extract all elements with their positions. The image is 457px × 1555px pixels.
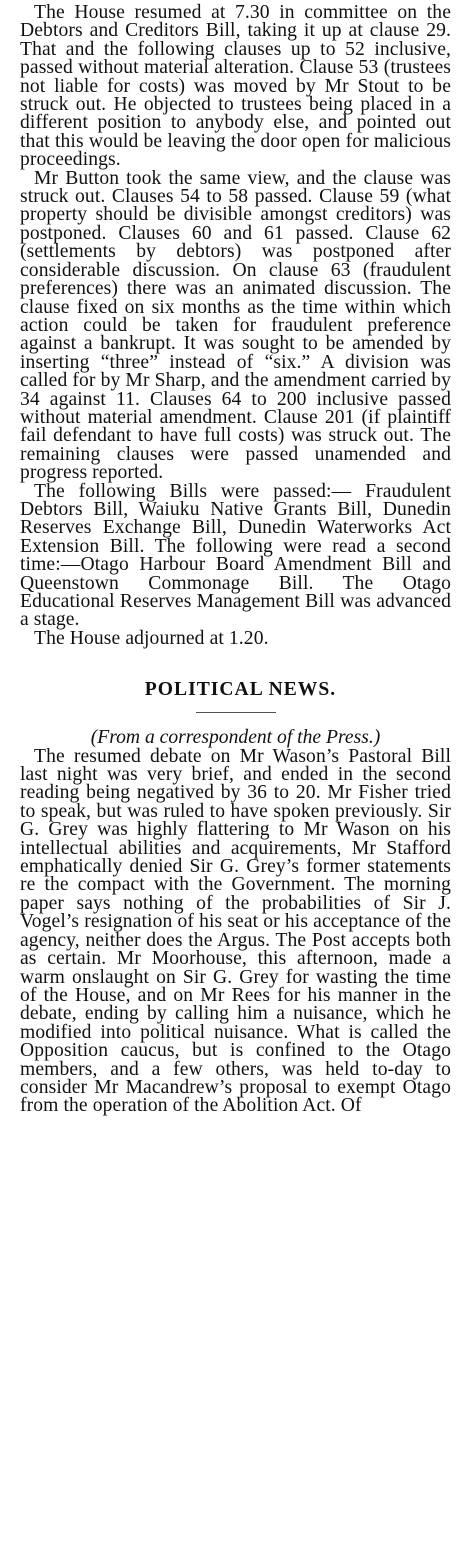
heading-divider <box>196 712 276 713</box>
article-paragraph-1: The House resumed at 7.30 in committee on the Debtors and Creditors Bill, taking it up at clause 29. That and the following clauses up to 52 inclusive, passed without material alteration. Clause 53 (trustees not liable for costs) was moved by Mr Stout to be struck out. He objected to trustees being placed in a different position to anybody else, and pointed out that this would be leaving the door open for malicious proceedings. <box>20 2 451 171</box>
article-paragraph-2: Mr Button took the same view, and the clause was struck out. Clauses 54 to 58 passed. Clause 59 (what property should be divisible amongst creditors) was postponed. Clauses 60 and 61 passed. Clause 62 (settlements by debtors) was postponed after considerable discussion. On clause 63 (fraudulent preferences) there was an animated discussion. The clause fixed on six months as the time within which action could be taken for fraudulent preference against a bankrupt. It was sought to be amended by inserting “three” instead of “six.” A division was called for by Mr Sharp, and the amendment carried by 34 against 11. Clauses 64 to 200 inclusive passed without material amendment. Clause 201 (if plaintiff fail defendant to have full costs) was struck out. The remaining clauses were passed unamended and progress reported. <box>20 167 451 484</box>
political-news-section <box>20 680 451 1116</box>
article-paragraph-3: The following Bills were passed:— Fraudulent Debtors Bill, Waiuku Native Grants Bill, Dunedin Reserves Exchange Bill, Dunedin Waterworks Act Extension Bill. The following were read a second time:—Otago Harbour Board Amendment Bill and Queenstown Commonage Bill. The Otago Educational Reserves Management Bill was advanced a stage. <box>20 480 451 631</box>
article-paragraph-4: The House adjourned at 1.20. <box>34 627 269 649</box>
section-heading: POLITICAL NEWS. <box>144 679 337 701</box>
parliament-report <box>20 0 451 648</box>
political-paragraph: The resumed debate on Mr Wason’s Pastoral Bill last night was very brief, and ended in the second reading being negatived by 36 to 20. Mr Fisher tried to speak, but was ruled to have spoken previously. Sir G. Grey was highly flattering to Mr Wason on his intellectual abilities and acquirements, Mr Stafford emphatically denied Sir G. Grey’s former statements re the compact with the Government. The morning paper says nothing of the probabilities of Sir J. Vogel’s resignation of his seat or his acceptance of the agency, neither does the Argus. The Post accepts both as certain. Mr Moorhouse, this afternoon, made a warm onslaught on Sir G. Grey for wasting the time of the House, and on Mr Rees for his manner in the debate, ending by calling him a nuisance, which he modified into political nuisance. What is called the Opposition caucus, but is confined to the Otago members, and a few others, was held to-day to consider Mr Macandrew’s proposal to exempt Otago from the operation of the Abolition Act. Of <box>20 745 451 1117</box>
byline: (From a correspondent of the Press.) <box>90 727 381 749</box>
